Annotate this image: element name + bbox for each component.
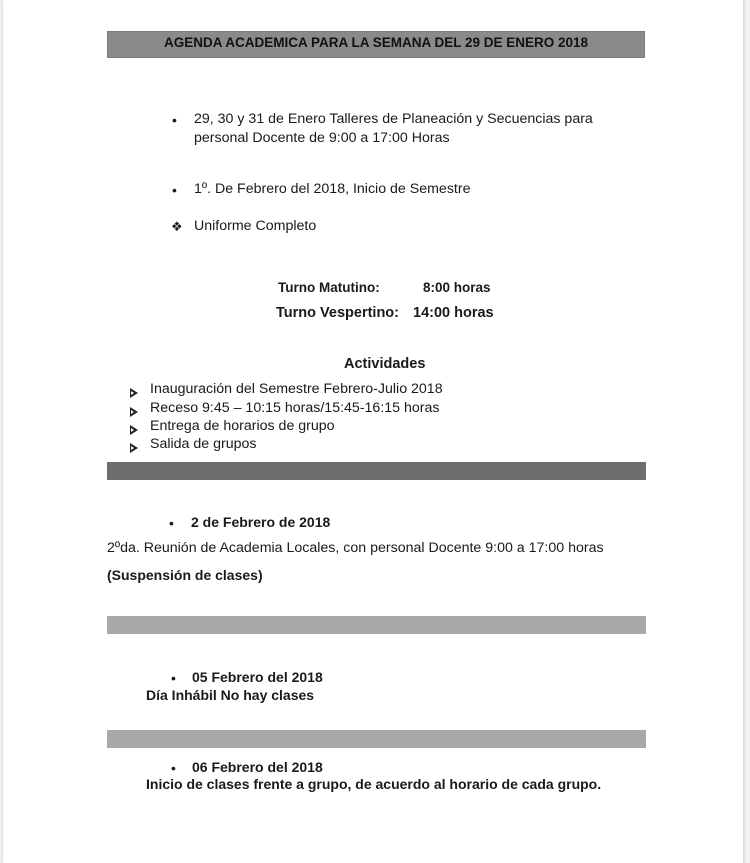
feb5-date: 05 Febrero del 2018 (192, 669, 323, 685)
bullet-icon: • (169, 515, 174, 531)
workshop-line-1: 29, 30 y 31 de Enero Talleres de Planeación y Secuencias para (194, 111, 593, 127)
arrow-bullet-icon (130, 403, 138, 421)
page-title: AGENDA ACADEMICA PARA LA SEMANA DEL 29 DE ENERO 2018 (163, 35, 589, 50)
morning-shift-label: Turno Matutino: (278, 280, 380, 295)
activities-heading: Actividades (344, 356, 426, 372)
evening-shift-label: Turno Vespertino: (276, 305, 399, 321)
feb2-description: 2ºda. Reunión de Academia Locales, con personal Docente 9:00 a 17:00 horas (107, 540, 604, 556)
bullet-icon: • (171, 760, 176, 776)
activity-item: Inauguración del Semestre Febrero-Julio 2018 (150, 381, 443, 397)
bullet-icon: • (171, 670, 176, 686)
diamond-bullet-icon: ❖ (171, 219, 183, 234)
activity-item: Receso 9:45 – 10:15 horas/15:45-16:15 horas (150, 400, 440, 416)
feb6-description: Inicio de clases frente a grupo, de acuerdo al horario de cada grupo. (146, 776, 602, 792)
document-page (3, 0, 743, 863)
bullet-icon: • (172, 182, 177, 198)
uniform-note: Uniforme Completo (194, 218, 317, 234)
feb2-note: (Suspensión de clases) (107, 567, 263, 583)
section-divider (107, 730, 646, 748)
header-bar (107, 31, 645, 58)
semester-start-text: 1º. De Febrero del 2018, Inicio de Semestre (194, 181, 471, 197)
activity-item: Salida de grupos (150, 436, 257, 452)
section-divider (107, 462, 646, 480)
section-divider (107, 616, 646, 634)
arrow-bullet-icon (130, 421, 138, 439)
feb2-date: 2 de Febrero de 2018 (191, 514, 331, 530)
bullet-icon: • (172, 112, 177, 128)
morning-shift-time: 8:00 horas (423, 280, 491, 295)
evening-shift-time: 14:00 horas (413, 305, 494, 321)
feb6-date: 06 Febrero del 2018 (192, 759, 323, 775)
workshop-line-2: personal Docente de 9:00 a 17:00 Horas (194, 130, 450, 146)
feb5-description: Día Inhábil No hay clases (146, 687, 315, 703)
arrow-bullet-icon (130, 384, 138, 402)
activity-item: Entrega de horarios de grupo (150, 418, 335, 434)
arrow-bullet-icon (130, 439, 138, 457)
